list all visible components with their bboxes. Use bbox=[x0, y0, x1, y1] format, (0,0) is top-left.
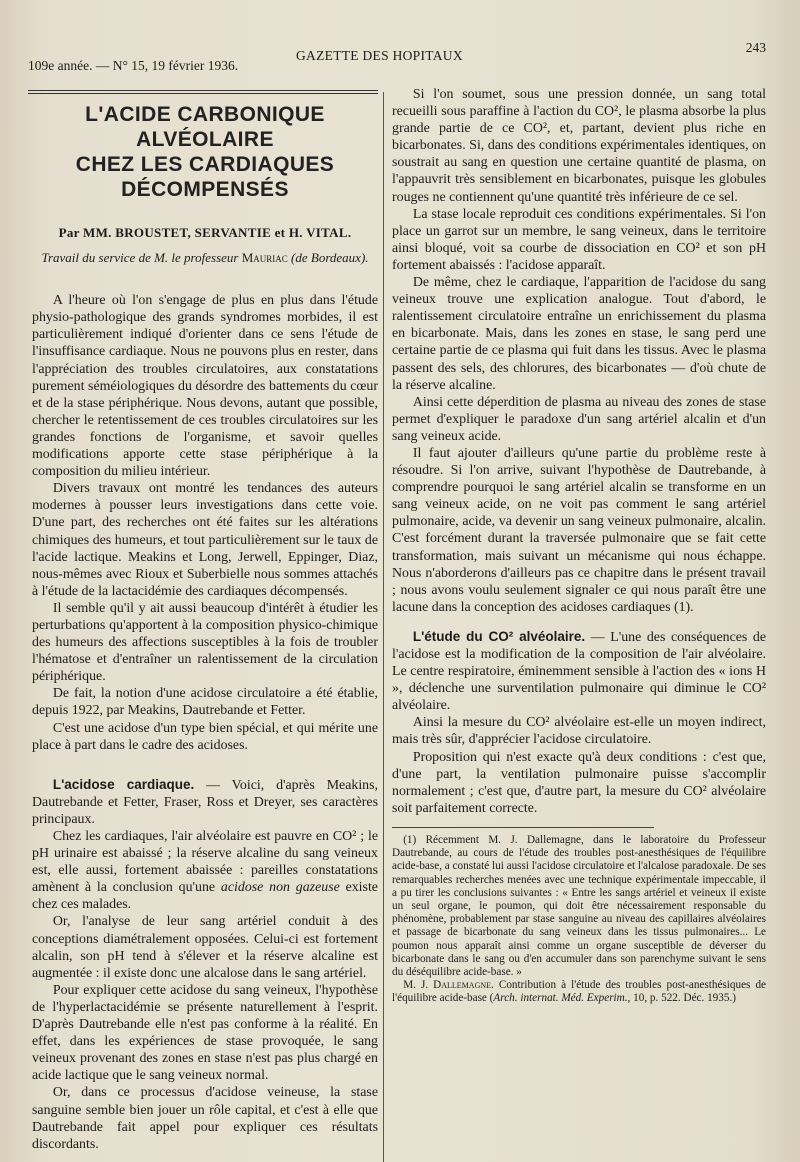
affiliation-prefix: Travail du service de M. le professeur bbox=[41, 250, 242, 266]
section-1-paragraph bbox=[32, 776, 378, 828]
text-run: . Contribution à l'étude des troubles post-anesthésiques de l'équilibre acide-base ( bbox=[392, 979, 766, 1005]
intro-paragraph: A l'heure où l'on s'engage de plus en plus dans l'étude physio-pathologique des grands syndromes morbides, il est particulièrement indiqué d'orienter dans ce sens l'étude de l'insuffisance cardiaque. Nous ne pouvons plus en rester, dans l'appréciation des troubles circulatoires, aux constatations purement séméiologiques du désordre des battements du cœur et de la stase périphérique. Nous devons, autant que possible, chercher le retentissement de ces troubles circulatoires sur les grandes fonctions de l'organisme, et savoir quelles modifications apporte cette stase périphérique à la composition du milieu intérieur. bbox=[32, 293, 378, 480]
article-affiliation bbox=[32, 249, 378, 266]
footnote-rule bbox=[392, 827, 654, 828]
intro-paragraph: Divers travaux ont montré les tendances des auteurs modernes à pousser leurs investigations dans cette voie. D'une part, des recherches ont été faites sur les altérations chimiques des humeurs, et tout particulièrement sur le taux de l'acide lactique. Meakins et Long, Jerwell, Eppinger, Diaz, nous-mêmes avec Rioux et Suberbielle nous sommes attachés à l'étude de la lactacidémie des cardiaques décompensés. bbox=[32, 481, 378, 599]
italic-term: acidose non gazeuse bbox=[220, 880, 340, 896]
body-paragraph: Ainsi cette déperdition de plasma au niveau des zones de stase permet d'expliquer le paradoxe d'un sang artériel alcalin et d'un sang veineux acide. bbox=[392, 394, 766, 444]
section-1-paragraph: Or, l'analyse de leur sang artériel conduit à des conceptions diamétralement opposées. Celui-ci est fortement alcalin, son pH tend à s'élever et la réserve alcaline est augmentée : il existe donc une alcalose dans le sang artériel. bbox=[32, 914, 378, 981]
body-paragraph: Il faut ajouter d'ailleurs qu'une partie du problème reste à résoudre. Si l'on arrive, suivant l'hypothèse de Dautrebande, à comprendre pourquoi le sang artériel alcalin se transforme en un sang veineux acide, on ne voit pas comment le sang artériel pulmonaire, acide, va devenir un sang veineux pulmonaire, alcalin. C'est forcément durant la traversée pulmonaire que se fait cette transformation, mais suivant un mécanisme qui nous échappe. Nous n'aborderons d'ailleurs pas ce chapitre dans le présent travail ; nous avons voulu seulement signaler ce qui nous paraît être une lacune dans la conception des acidoses cardiaques (1). bbox=[392, 445, 766, 615]
body-paragraph: La stase locale reproduit ces conditions expérimentales. Si l'on place un garrot sur un membre, le sang veineux, dans le territoire ainsi bloqué, voit sa courbe de dissociation en CO² et son pH fortement abaissés : l'acidose apparaît. bbox=[392, 206, 766, 273]
reference-journal: Arch. internat. Méd. Experim. bbox=[493, 992, 628, 1005]
intro-paragraph: C'est une acidose d'un type bien spécial, et qui mérite une place à part dans le cadre des acidoses. bbox=[32, 720, 378, 753]
intro-paragraph: Il semble qu'il y ait aussi beaucoup d'intérêt à étudier les perturbations qu'apportent à la composition physico-chimique des humeurs des affections susceptibles à la fois de troubler l'hématose et d'entraîner un ralentissement de la circulation périphérique. bbox=[32, 600, 378, 685]
text-run: , 10, p. 522. Déc. 1935.) bbox=[627, 992, 736, 1005]
journal-title: GAZETTE DES HOPITAUX bbox=[296, 48, 463, 63]
issue-info: 109e année. — N° 15, 19 février 1936. bbox=[28, 58, 239, 73]
text-run: existe chez ces malades. bbox=[32, 880, 378, 913]
reference-author: Dallemagne bbox=[433, 979, 492, 992]
body-paragraph: Si l'on soumet, sous une pression donnée, un sang total recueilli sous paraffine à l'action du CO², le plasma absorbe la plus grande partie de ce CO², et, partant, devient plus riche en bicarbonates. Si, dans des conditions expérimentales identiques, on soustrait au sang en question une certaine quantité de plasma, on l'appauvrit très sensiblement en bicarbonates, puisque les globules rouges ne contiennent qu'une quantité très inférieure de ce sel. bbox=[392, 87, 766, 205]
footnote-text: (1) Récemment M. J. Dallemagne, dans le laboratoire du Professeur Dautrebande, au cours de l'étude des troubles post-anesthésiques de l'équilibre acide-base, a constaté lui aussi l'acidose circulatoire et l'alcalose paradoxale. De ses remarquables recherches menées avec une technique expérimentale impeccable, il a pu tirer les conclusions suivantes : « Entre les sangs artériel et veineux il existe un seul organe, le poumon, qui doit être nécessairement responsable du phénomène, probablement par stase sanguine au niveau des capillaires alvéolaires et passage de bicarbonate du sang veineux dans les tissus pulmonaires... Le poumon nous apparaît ainsi comme un organe susceptible de déverser du bicarbonate dans le sang ou d'en accumuler dans son parenchyme suivant le sens du déséquilibre acide-base. » bbox=[392, 833, 766, 978]
section-1-heading: L'acidose cardiaque. bbox=[52, 776, 195, 792]
column-divider bbox=[383, 92, 384, 1162]
footnote bbox=[392, 834, 766, 1006]
intro-paragraph: De fait, la notion d'une acidose circulatoire a été établie, depuis 1922, par Meakins, Dautrebande et Fetter. bbox=[32, 686, 378, 719]
right-column bbox=[392, 86, 766, 1006]
article-authors: Par MM. BROUSTET, SERVANTIE et H. VITAL. bbox=[58, 225, 352, 240]
footnote-reference bbox=[392, 979, 766, 1005]
section-2-paragraph: Ainsi la mesure du CO² alvéolaire est-elle un moyen indirect, mais très sûr, d'apprécier l'acidose circulatoire. bbox=[392, 715, 766, 748]
affiliation-professor: Mauriac bbox=[241, 250, 288, 266]
section-2-paragraph bbox=[392, 628, 766, 714]
section-1-paragraph bbox=[32, 828, 378, 913]
page-header bbox=[28, 40, 772, 73]
body-paragraph: De même, chez le cardiaque, l'apparition de l'acidose du sang veineux trouve une explication analogue. Tout d'abord, le ralentissement circulatoire entraîne un enrichissement du plasma en bicarbonate. Mais, dans les zones en stase, le sang perd une certaine partie de ce plasma qui fuit dans les tissus. Avec le plasma passent des sels, des chlorures, des bicarbonates — d'où chute de la réserve alcaline. bbox=[392, 275, 766, 393]
section-1-paragraph: Or, dans ce processus d'acidose veineuse, la stase sanguine semble bien jouer un rôle capital, et c'est à elle que Dautrebande fait appel pour expliquer ces résultats discordants. bbox=[32, 1085, 378, 1152]
title-line-1: L'ACIDE CARBONIQUE ALVÉOLAIRE bbox=[85, 103, 325, 151]
affiliation-suffix: (de Bordeaux). bbox=[287, 250, 369, 266]
section-1-paragraph: Pour expliquer cette acidose du sang veineux, l'hypothèse de l'hyperlactacidémie se présente naturellement à l'esprit. D'après Dautrebande elle n'est pas conforme à la réalité. En effet, dans les expériences de stase provoquée, le sang veineux provenant des zones en stase n'est pas plus chargé en acide lactique que le sang veineux normal. bbox=[32, 982, 378, 1084]
page-number: 243 bbox=[745, 40, 766, 55]
text-run: M. J. bbox=[403, 979, 434, 992]
section-2-heading: L'étude du CO² alvéolaire. bbox=[412, 628, 586, 644]
section-1-lead: — Voici, d'après Meakins, Dautrebande et Fetter, Fraser, Ross et Dreyer, ses caractères principaux. bbox=[32, 777, 379, 827]
text-run: Chez les cardiaques, l'air alvéolaire est pauvre en CO² ; le pH urinaire est abaissé ; la réserve alcaline du sang veineux est, elle aussi, fortement abaissée : pareilles constatations amènent à la conclusion qu'une bbox=[32, 829, 378, 896]
section-2-paragraph: Proposition qui n'est exacte qu'à deux conditions : c'est que, d'une part, la ventilation pulmonaire puisse s'accomplir normalement ; c'est que, d'autre part, la mesure du CO² alvéolaire soit parfaitement correcte. bbox=[392, 749, 766, 816]
article-title bbox=[32, 102, 378, 202]
section-2-lead: — L'une des conséquences de l'acidose est la modification de la composition de l'air alvéolaire. Le centre respiratoire, éminemment sensible à l'action des « ions H », déclenche une surventilation pulmonaire qui diminue le CO² alvéolaire. bbox=[392, 629, 766, 714]
title-line-2: CHEZ LES CARDIAQUES DÉCOMPENSÉS bbox=[75, 153, 335, 201]
left-column bbox=[32, 90, 378, 1153]
